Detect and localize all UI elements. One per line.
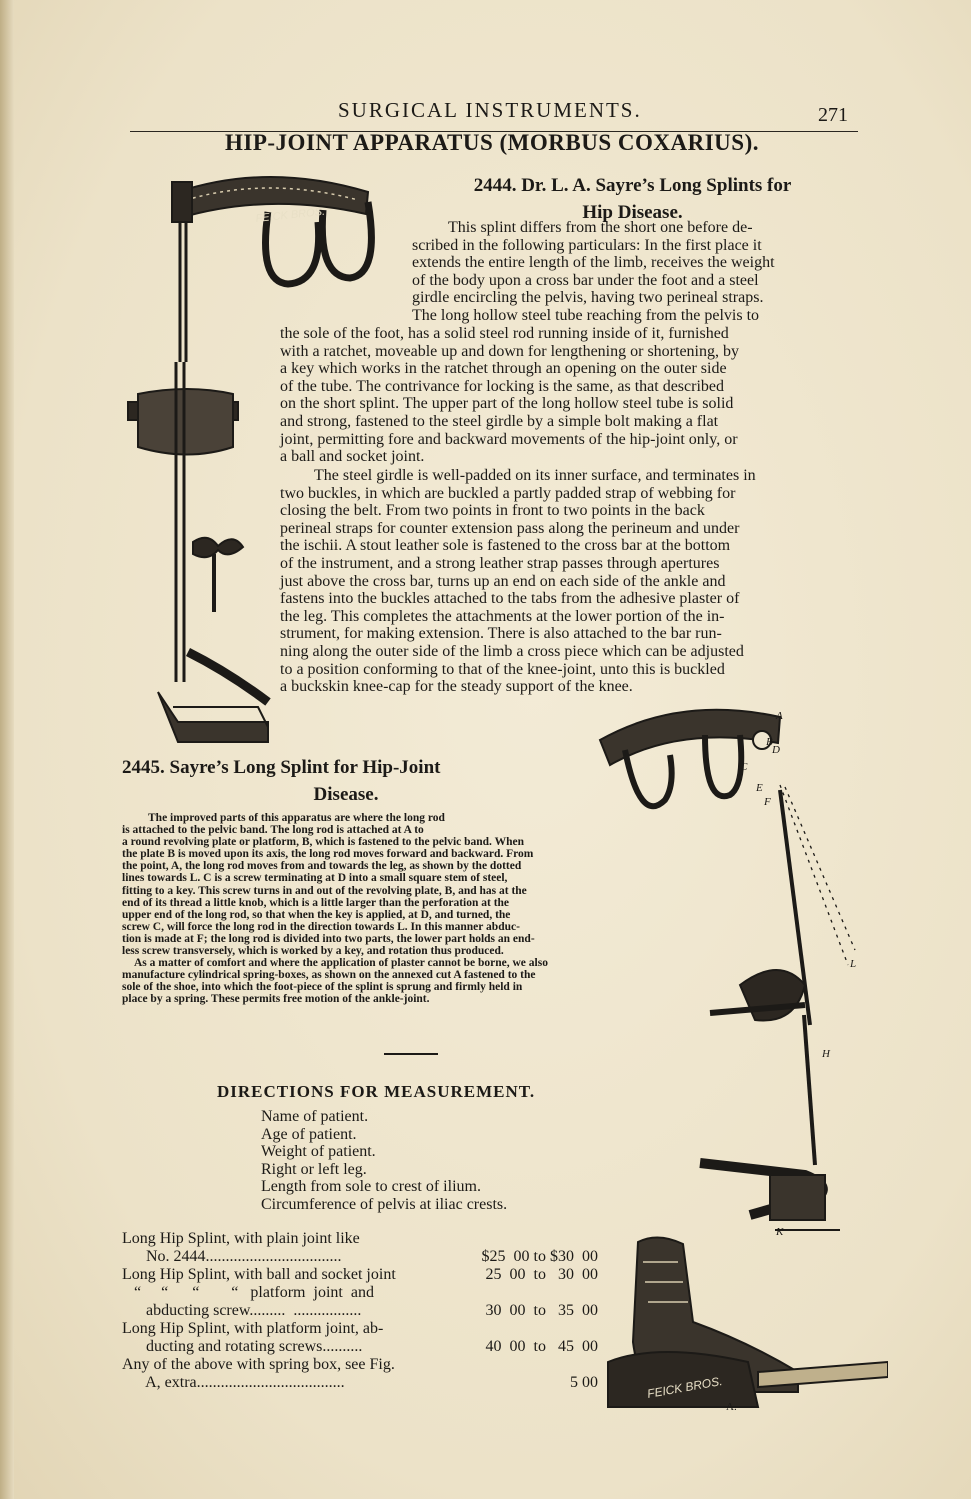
fig-letter-k: K <box>776 1226 784 1238</box>
measurement-item: Length from sole to crest of ilium. <box>261 1178 481 1196</box>
text-line: The improved parts of this apparatus are where the long rod <box>148 812 445 824</box>
fig-letter-c: C <box>740 761 748 773</box>
price-desc: Long Hip Splint, with ball and socket joint <box>122 1266 396 1283</box>
price-row <box>122 1338 598 1356</box>
text-line: just above the cross bar, turns up an end on each side of the ankle and <box>280 572 726 590</box>
price-desc: Long Hip Splint, with platform joint, ab- <box>122 1320 384 1337</box>
text-line: with a ratchet, moveable up and down for lengthening or shortening, by <box>280 342 739 360</box>
text-line: a ball and socket joint. <box>280 448 425 466</box>
text-line: upper end of the long rod, so that when the key is applied, at D, and turned, the <box>122 908 511 921</box>
fig-letter-a: A <box>776 710 783 722</box>
text-line: strument, for making extension. There is also attached to the bar run- <box>280 625 722 643</box>
text-line: to a position conforming to that of the knee-joint, unto this is buckled <box>280 660 725 678</box>
item-2445-text <box>122 812 700 1006</box>
text-line: place by a spring. These permits free motion of the ankle-joint. <box>122 993 430 1006</box>
text-line: The steel girdle is well-padded on its inner surface, and terminates in <box>314 467 756 484</box>
price-value: 25 00 to 30 00 <box>485 1266 598 1283</box>
item-2444-title-line1: 2444. Dr. L. A. Sayre’s Long Splints for <box>473 175 792 196</box>
price-desc: Long Hip Splint, with plain joint like <box>122 1230 360 1247</box>
section-divider <box>384 1053 438 1055</box>
text-line: ning along the outer side of the limb a cross piece which can be adjusted <box>280 642 744 660</box>
price-row <box>122 1266 598 1284</box>
text-line: girdle encircling the pelvis, having two perineal straps. <box>412 289 764 307</box>
text-line: manufacture cylindrical spring-boxes, as shown on the annexed cut A fastened to the <box>122 969 536 982</box>
price-row <box>122 1374 598 1392</box>
price-row <box>122 1302 598 1320</box>
measurement-title: DIRECTIONS FOR MEASUREMENT. <box>217 1082 536 1101</box>
item-2445-title <box>122 754 570 808</box>
text-line: closing the belt. From two points in front to two points in the back <box>280 502 705 520</box>
price-row <box>122 1320 598 1338</box>
text-line: of the instrument, and a strong leather strap passes through apertures <box>280 554 720 572</box>
price-value: $25 00 to $30 00 <box>481 1248 598 1265</box>
fig-letter-d: D <box>772 744 780 756</box>
text-line: This splint differs from the short one before de- <box>448 219 753 236</box>
boot-brand-text: FEICK BROS. <box>646 1373 724 1401</box>
price-desc: A, extra..................................... <box>122 1374 345 1391</box>
text-line: on the short splint. The upper part of the long hollow steel tube is solid <box>280 395 734 413</box>
item-2445-title-line1: 2445. Sayre’s Long Splint for Hip-Joint <box>122 757 441 778</box>
page-number: 271 <box>818 104 848 126</box>
price-value: 30 00 to 35 00 <box>485 1302 598 1319</box>
price-value: 5 00 <box>570 1374 598 1391</box>
cut-a-label: A. <box>726 1401 737 1412</box>
item-2445-title-line2: Disease. <box>313 784 379 805</box>
price-desc: abducting screw......... ................. <box>122 1302 362 1319</box>
spring-box-boot-illustration <box>598 1232 888 1412</box>
price-row <box>122 1230 598 1248</box>
item-2444-text-wide <box>280 325 856 466</box>
price-row <box>122 1284 598 1302</box>
text-line: fastens into the buckles attached to the tabs from the adhesive plaster of <box>280 590 740 608</box>
price-row <box>122 1248 598 1266</box>
text-line: joint, permitting fore and backward movements of the hip-joint only, or <box>280 430 738 448</box>
text-line: the ischii. A stout leather sole is fastened to the cross bar at the bottom <box>280 537 731 555</box>
text-line: of the body upon a cross bar under the foot and a steel <box>412 271 759 289</box>
text-line: fitting to a key. This screw turns in and out of the revolving plate, B, and has at the <box>122 884 527 897</box>
running-head: SURGICAL INSTRUMENTS. <box>338 98 642 122</box>
belt-brand-text: FEICK BROS. <box>255 205 326 225</box>
item-2444-text-narrow <box>412 219 856 325</box>
text-line: the leg. This completes the attachments at the lower portion of the in- <box>280 607 725 625</box>
measurement-item: Circumference of pelvis at iliac crests. <box>261 1195 508 1213</box>
text-line: end of its thread a little knob, which is a little larger than the perforation at the <box>122 896 510 909</box>
text-line: As a matter of comfort and where the application of plaster cannot be borne, we also <box>134 957 548 970</box>
text-line: the plate B is moved upon its axis, the long rod moves forward and backward. From <box>122 848 534 861</box>
page-spine-edge <box>0 0 14 1499</box>
item-2444-title <box>405 172 860 226</box>
measurement-item: Name of patient. <box>261 1108 369 1125</box>
text-line: of the tube. The contrivance for locking is the same, as that described <box>280 377 724 395</box>
price-desc: ducting and rotating screws.......... <box>122 1338 363 1355</box>
item-2444-text-2 <box>280 467 856 696</box>
text-line: sole of the shoe, into which the foot-piece of the splint is sprung and firmly held in <box>122 981 523 994</box>
fig-letter-f: F <box>764 796 771 808</box>
main-title: HIP-JOINT APPARATUS (MORBUS COXARIUS). <box>225 130 759 155</box>
text-line: extends the entire length of the limb, receives the weight <box>412 254 775 272</box>
fig-letter-e: E <box>756 782 763 794</box>
text-line: the sole of the foot, has a solid steel rod running inside of it, furnished <box>280 325 729 342</box>
price-row <box>122 1356 598 1374</box>
text-line: the point, A, the long rod moves from and towards the leg, as shown by the dotted <box>122 860 522 873</box>
text-line: and strong, fastened to the steel girdle by a simple bolt making a flat <box>280 412 719 430</box>
measurement-item: Age of patient. <box>261 1125 357 1143</box>
fig-letter-h: H <box>822 1048 830 1060</box>
price-list <box>122 1230 598 1392</box>
text-line: scribed in the following particulars: In the first place it <box>412 236 762 254</box>
text-line: a key which works in the ratchet through an opening on the outer side <box>280 360 727 378</box>
text-line: a round revolving plate or platform, B, which is fastened to the pelvic band. When <box>122 836 525 849</box>
text-line: perineal straps for counter extension pass along the perineum and under <box>280 519 740 537</box>
measurement-item: Weight of patient. <box>261 1143 376 1161</box>
measurement-list <box>261 1108 507 1214</box>
price-desc: “ “ “ “ platform joint and <box>122 1284 374 1301</box>
text-line: two buckles, in which are buckled a partly padded strap of webbing for <box>280 484 736 502</box>
price-desc: Any of the above with spring box, see Fig. <box>122 1356 395 1373</box>
fig-letter-b: B <box>766 736 773 748</box>
text-line: less screw transversely, which is worked by a key, and rotation thus produced. <box>122 945 504 958</box>
fig-letter-l: L <box>850 958 857 970</box>
text-line: The long hollow steel tube reaching from the pelvis to <box>412 306 760 324</box>
text-line: a buckskin knee-cap for the steady support of the knee. <box>280 678 633 696</box>
measurement-item: Right or left leg. <box>261 1160 367 1178</box>
text-line: screw C, will force the long rod in the direction towards L. In this manner abduc- <box>122 920 520 933</box>
text-line: tion is made at F; the long rod is divided into two parts, the lower part holds an end- <box>122 932 535 945</box>
price-desc: No. 2444.................................. <box>122 1248 342 1265</box>
text-line: lines towards L. C is a screw terminating at D into a small square stem of steel, <box>122 872 508 885</box>
item-2444-title-line2: Hip Disease. <box>582 202 683 223</box>
price-value: 40 00 to 45 00 <box>485 1338 598 1355</box>
text-line: is attached to the pelvic band. The long rod is attached at A to <box>122 824 424 837</box>
